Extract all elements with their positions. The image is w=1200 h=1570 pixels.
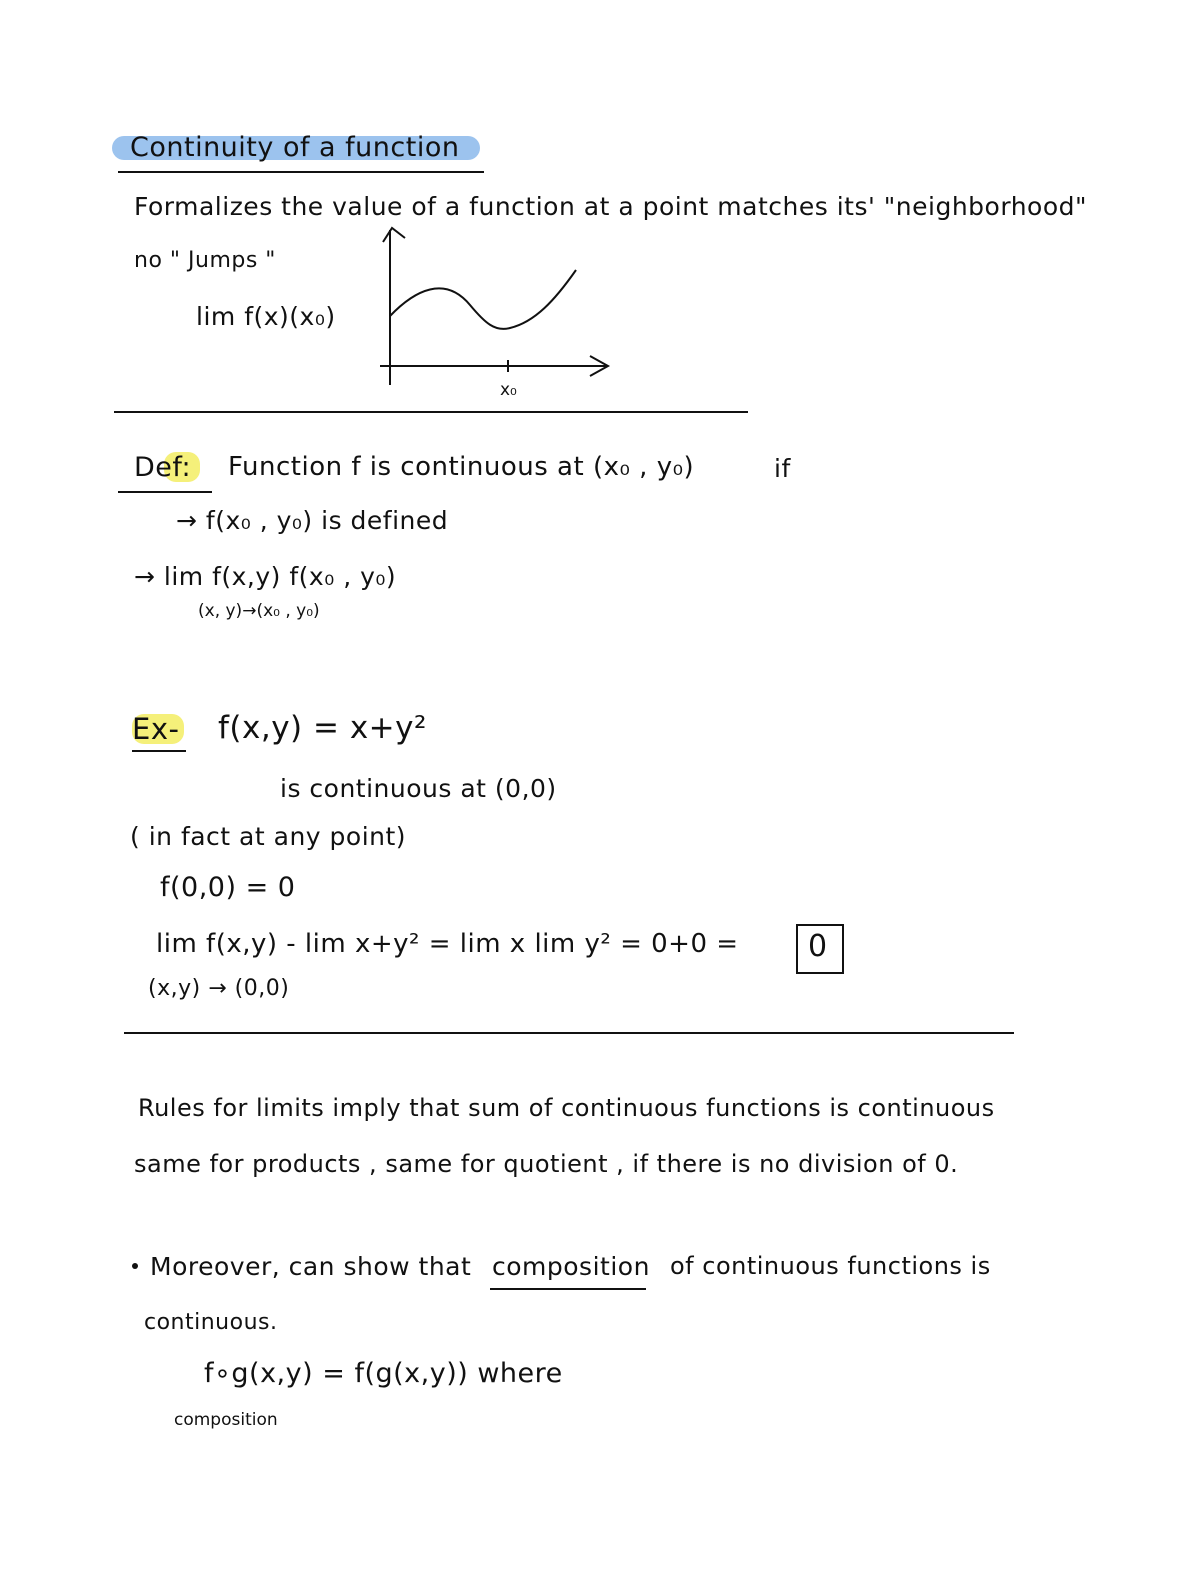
def-condition-2-sub: (x, y)→(x₀ , y₀) [198,601,320,621]
section-divider-2 [124,1032,1014,1034]
example-limit-sub: (x,y) → (0,0) [148,976,290,1001]
bullet [132,1263,138,1269]
section-divider-1 [114,411,748,413]
composition-formula-label: composition [174,1410,278,1430]
example-label: Ex- [132,712,180,746]
graph-y-arrow [383,228,405,242]
graph-curve [390,270,576,329]
intro-line-1: Formalizes the value of a function at a point matches its' "neighborhood" [134,192,1087,221]
function-graph [370,220,620,405]
def-label: Def: [134,452,192,483]
composition-line-2: continuous. [144,1310,278,1335]
example-value: f(0,0) = 0 [160,872,296,903]
def-underline [118,491,212,493]
example-underline [132,750,186,752]
composition-line-1-post: of continuous functions is [670,1252,991,1280]
composition-formula: f∘g(x,y) = f(g(x,y)) where [204,1358,563,1389]
example-claim: is continuous at (0,0) [280,774,557,803]
def-statement: Function f is continuous at (x₀ , y₀) [228,452,695,482]
intro-limit: lim f(x)(x₀) [196,302,336,331]
example-limit-line: lim f(x,y) - lim x+y² = lim x lim y² = 0+0 = [156,929,739,959]
rules-line-2: same for products , same for quotient , if there is no division of 0. [134,1150,959,1178]
composition-line-1-pre: Moreover, can show that [150,1252,472,1281]
title-underline [118,171,484,173]
page-title: Continuity of a function [130,132,460,163]
def-condition-1: → f(x₀ , y₀) is defined [176,506,449,535]
boxed-result-value: 0 [808,929,828,964]
composition-keyword-underline [490,1288,646,1290]
graph-x0-label: x₀ [500,380,517,400]
intro-line-2: no " Jumps " [134,248,276,273]
example-function: f(x,y) = x+y² [218,710,427,746]
def-if: if [774,454,791,483]
def-condition-2: → lim f(x,y) f(x₀ , y₀) [134,562,397,591]
composition-keyword: composition [492,1252,650,1281]
example-note: ( in fact at any point) [130,822,407,851]
rules-line-1: Rules for limits imply that sum of continuous functions is continuous [138,1094,995,1122]
